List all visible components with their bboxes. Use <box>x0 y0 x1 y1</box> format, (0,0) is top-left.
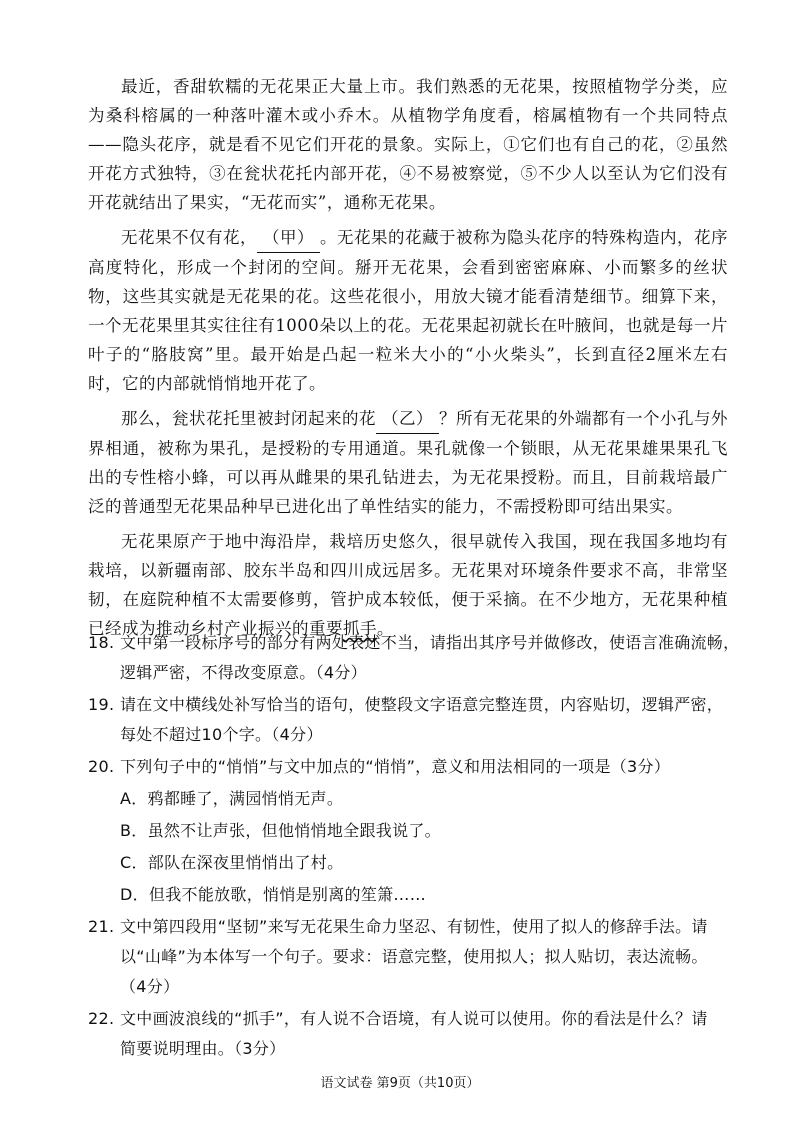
wavy-underlined-word: 抓手 <box>343 619 377 638</box>
passage-paragraph-4 <box>88 527 728 643</box>
question-number: 22. <box>88 1009 115 1028</box>
question-number: 19. <box>88 695 115 714</box>
question-text: （4分） <box>120 977 180 996</box>
question-text: 以“山峰”为本体写一个句子。要求：语意完整，使用拟人；拟人贴切，表达流畅。 <box>120 947 708 966</box>
passage-paragraph-3 <box>88 404 728 521</box>
question-19 <box>88 690 748 750</box>
question-text: 逻辑严密，不得改变原意。（4分） <box>120 663 367 682</box>
passage-text: 。 <box>377 619 394 638</box>
question-text: 请在文中横线处补写恰当的语句，使整段文字语意完整连贯，内容贴切，逻辑严密， <box>120 695 724 714</box>
option-c[interactable]: C．部队在深夜里悄悄出了村。 <box>120 853 344 872</box>
question-text: 每处不超过10个字。（4分） <box>120 725 323 744</box>
option-d[interactable]: D．但我不能放歌，悄悄是别离的笙箫…… <box>120 885 427 904</box>
question-text: 简要说明理由。（3分） <box>120 1039 286 1058</box>
page-footer: 语文试卷 第9页（共10页） <box>320 1076 480 1091</box>
question-text: 文中第四段用“坚韧”来写无花果生命力坚忍、有韧性，使用了拟人的修辞手法。请 <box>120 917 708 936</box>
passage-text: 无花果原产于地中海沿岸，栽培历史悠久，很早就传入我国，现在我国多地均有栽培，以新疆南部、胶东半岛和四川成远居多。无花果对环境条件要求不高，非常坚韧，在庭院种植不太需要修剪，管护成本较低，便于采摘。在不少地方，无花果种植已经成为推动乡村产业振兴的重要 <box>88 532 728 638</box>
passage-text: 无花果不仅有花， <box>121 228 257 247</box>
question-18 <box>88 628 748 688</box>
question-number: 20. <box>88 757 115 776</box>
question-text: 文中画波浪线的“抓手”，有人说不合语境，有人说可以使用。你的看法是什么？请 <box>120 1009 708 1028</box>
question-number: 21. <box>88 917 115 936</box>
questions <box>88 628 748 1066</box>
question-text: 下列句子中的“悄悄”与文中加点的“悄悄”，意义和用法相同的一项是（3分） <box>120 757 671 776</box>
question-text: 文中第一段标序号的部分有两处表述不当，请指出其序号并做修改，使语言准确流畅， <box>120 633 740 652</box>
question-21 <box>88 912 748 1002</box>
passage-text: 。无花果的花藏于被称为隐头花序的特殊构造内，花序高度特化，形成一个封闭的空间。掰开无花果，会看到密密麻麻、小而繁多的丝状物，这些其实就是无花果的花。这些花很小，用放大镜才能看清楚细节。细算下来，一个无花果里其实往往有1000朵以上的花。无花果起初就长在叶腋间，也就是每一片叶子的“胳肢窝”里。最开始是凸起一粒米大小的“小火柴头”，长到直径2厘米左右时，它的内部就悄悄地开花了。 <box>88 228 728 393</box>
question-20 <box>88 752 748 910</box>
passage-text: 那么，瓮状花托里被封闭起来的花 <box>121 409 376 428</box>
option-b[interactable]: B．虽然不让声张，但他悄悄地全跟我说了。 <box>120 821 441 840</box>
option-a[interactable]: A．鸦都睡了，满园悄悄无声。 <box>120 789 344 808</box>
passage-text: 最近，香甜软糯的无花果正大量上市。我们熟悉的无花果，按照植物学分类，应为桑科榕属的一种落叶灌木或小乔木。从植物学角度看，榕属植物有一个共同特点——隐头花序，就是看不见它们开花的景象。实际上，①它们也有自己的花，②虽然开花方式独特，③在瓮状花托内部开花，④不易被察觉，⑤不少人以至认为它们没有开花就结出了果实，“无花而实”，通称无花果。 <box>88 77 728 212</box>
question-number: 18. <box>88 633 115 652</box>
passage-paragraph-1 <box>88 72 728 217</box>
blank-jia[interactable]: （甲） <box>257 223 320 253</box>
passage-paragraph-2 <box>88 223 728 398</box>
blank-yi[interactable]: （乙） <box>376 404 439 434</box>
reading-passage <box>88 72 728 649</box>
question-22 <box>88 1004 748 1064</box>
passage-text: ？所有无花果的外端都有一个小孔与外界相通，被称为果孔，是授粉的专用通道。果孔就像一个锁眼，从无花果雄果果孔飞出的专性榕小蜂，可以再从雌果的果孔钻进去，为无花果授粉。而且，目前栽培最广泛的普通型无花果品种早已进化出了单性结实的能力，不需授粉即可结出果实。 <box>88 409 728 516</box>
